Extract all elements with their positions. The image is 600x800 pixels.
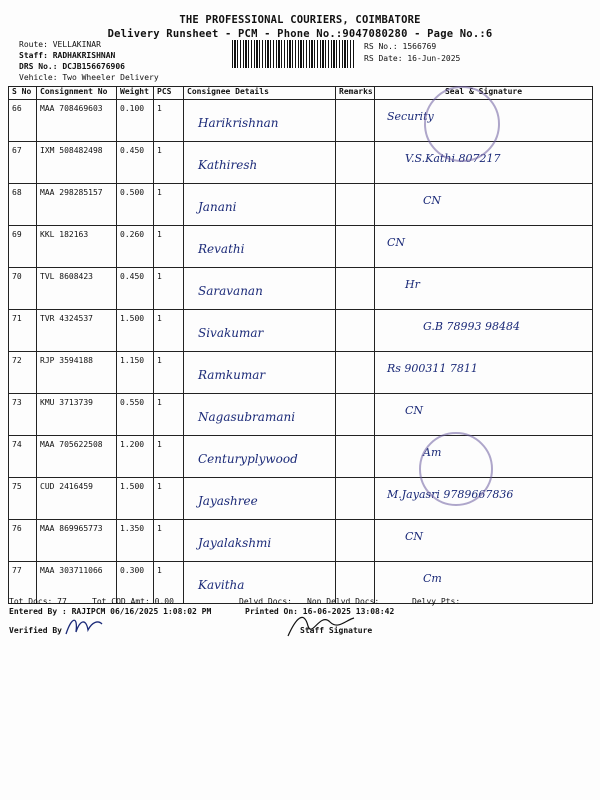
cell-weight-text: 0.260 xyxy=(120,230,145,239)
cell-consignment xyxy=(37,142,117,184)
cell-sno xyxy=(9,184,37,226)
cell-consignment-text: MAA 705622508 xyxy=(40,440,103,449)
company-title: THE PROFESSIONAL COURIERS, COIMBATORE xyxy=(179,14,421,26)
drs-label: DRS No.: DCJB156676906 xyxy=(19,62,125,71)
cell-consignment xyxy=(37,310,117,352)
cell-sno xyxy=(9,394,37,436)
handwritten-signature: CN xyxy=(405,530,424,543)
cell-sno-text: 73 xyxy=(12,398,22,407)
table-row xyxy=(9,142,593,184)
cell-remarks xyxy=(336,478,375,520)
handwritten-signature: CN xyxy=(405,404,424,417)
total-cod: Tot COD Amt: 0.00 xyxy=(92,597,174,606)
cell-weight xyxy=(117,142,154,184)
cell-consignment xyxy=(37,394,117,436)
cell-consignment-text: IXM 508482498 xyxy=(40,146,103,155)
cell-pcs xyxy=(154,184,184,226)
vehicle-label: Vehicle: Two Wheeler Delivery xyxy=(19,73,159,82)
cell-sno-text: 74 xyxy=(12,440,22,449)
cell-pcs xyxy=(154,268,184,310)
handwritten-signature: Am xyxy=(423,446,442,459)
cell-consignment-text: MAA 869965773 xyxy=(40,524,103,533)
seal-stamp xyxy=(424,86,500,162)
cell-weight xyxy=(117,436,154,478)
cell-remarks xyxy=(336,100,375,142)
cell-pcs-text: 1 xyxy=(157,230,162,239)
cell-remarks xyxy=(336,436,375,478)
cell-signature xyxy=(375,268,593,310)
cell-consignment xyxy=(37,352,117,394)
table-row xyxy=(9,268,593,310)
cell-consignment-text: MAA 303711066 xyxy=(40,566,103,575)
cell-weight-text: 0.450 xyxy=(120,146,145,155)
cell-pcs-text: 1 xyxy=(157,188,162,197)
cell-remarks xyxy=(336,352,375,394)
col-remarks: Remarks xyxy=(336,87,375,100)
col-seal-signature: Seal & Signature xyxy=(375,87,593,100)
cell-signature xyxy=(375,394,593,436)
non-delivered-docs: Non Delvd Docs: xyxy=(307,597,380,606)
cell-consignment-text: KKL 182163 xyxy=(40,230,89,239)
handwritten-name: Jayashree xyxy=(198,494,258,508)
cell-sno xyxy=(9,310,37,352)
cell-weight xyxy=(117,394,154,436)
handwritten-name: Revathi xyxy=(198,242,245,256)
handwritten-name: Kathiresh xyxy=(198,158,258,172)
cell-sno-text: 75 xyxy=(12,482,22,491)
cell-remarks xyxy=(336,394,375,436)
cell-consignment-text: RJP 3594188 xyxy=(40,356,93,365)
cell-remarks xyxy=(336,310,375,352)
cell-remarks xyxy=(336,226,375,268)
runsheet-subtitle: Delivery Runsheet - PCM - Phone No.:9047080280 - Page No.:6 xyxy=(107,28,493,40)
cell-weight-text: 1.350 xyxy=(120,524,145,533)
cell-consignment-text: TVR 4324537 xyxy=(40,314,93,323)
handwritten-name: Kavitha xyxy=(198,578,245,592)
handwritten-name: Sivakumar xyxy=(198,326,264,340)
handwritten-signature: M.Jayasri 9789667836 xyxy=(387,488,514,501)
handwritten-signature: V.S.Kathi 807217 xyxy=(405,152,501,165)
cell-consignee xyxy=(184,520,336,562)
cell-pcs-text: 1 xyxy=(157,314,162,323)
cell-signature xyxy=(375,226,593,268)
cell-pcs-text: 1 xyxy=(157,482,162,491)
cell-pcs xyxy=(154,394,184,436)
cell-pcs xyxy=(154,142,184,184)
cell-pcs-text: 1 xyxy=(157,146,162,155)
cell-sno-text: 69 xyxy=(12,230,22,239)
rs-date: RS Date: 16-Jun-2025 xyxy=(364,54,461,63)
table-row xyxy=(9,352,593,394)
staff-label: Staff: RADHAKRISHNAN xyxy=(19,51,116,60)
cell-weight xyxy=(117,226,154,268)
cell-pcs-text: 1 xyxy=(157,566,162,575)
cell-pcs xyxy=(154,226,184,268)
cell-weight xyxy=(117,478,154,520)
seal-stamp xyxy=(419,432,493,506)
cell-signature xyxy=(375,562,593,604)
cell-consignee xyxy=(184,100,336,142)
cell-signature xyxy=(375,520,593,562)
col-consignment: Consignment No xyxy=(37,87,117,100)
cell-pcs-text: 1 xyxy=(157,440,162,449)
cell-sno xyxy=(9,226,37,268)
cell-sno xyxy=(9,352,37,394)
cell-pcs xyxy=(154,520,184,562)
cell-consignment xyxy=(37,184,117,226)
cell-pcs-text: 1 xyxy=(157,272,162,281)
table-row xyxy=(9,478,593,520)
handwritten-signature: Hr xyxy=(405,278,420,291)
cell-consignee xyxy=(184,268,336,310)
cell-sno xyxy=(9,268,37,310)
handwritten-signature: CN xyxy=(423,194,442,207)
cell-sno-text: 67 xyxy=(12,146,22,155)
cell-weight xyxy=(117,184,154,226)
handwritten-name: Centuryplywood xyxy=(198,452,298,466)
cell-weight-text: 1.150 xyxy=(120,356,145,365)
handwritten-name: Nagasubramani xyxy=(198,410,296,424)
cell-sno-text: 66 xyxy=(12,104,22,113)
handwritten-name: Jayalakshmi xyxy=(198,536,272,550)
cell-consignee xyxy=(184,394,336,436)
cell-weight xyxy=(117,520,154,562)
cell-sno-text: 77 xyxy=(12,566,22,575)
cell-consignment-text: MAA 708469603 xyxy=(40,104,103,113)
table-header-row xyxy=(9,87,593,100)
cell-signature xyxy=(375,310,593,352)
cell-consignee xyxy=(184,436,336,478)
cell-consignment-text: CUD 2416459 xyxy=(40,482,93,491)
cell-weight xyxy=(117,352,154,394)
cell-weight xyxy=(117,100,154,142)
cell-consignee xyxy=(184,184,336,226)
table-row xyxy=(9,226,593,268)
cell-pcs-text: 1 xyxy=(157,104,162,113)
cell-signature xyxy=(375,184,593,226)
handwritten-name: Janani xyxy=(198,200,237,214)
cell-pcs xyxy=(154,436,184,478)
cell-consignment xyxy=(37,226,117,268)
col-consignee: Consignee Details xyxy=(184,87,336,100)
printed-on: Printed On: 16-06-2025 13:08:42 xyxy=(245,607,395,616)
cell-sno xyxy=(9,142,37,184)
cell-weight-text: 0.450 xyxy=(120,272,145,281)
handwritten-name: Harikrishnan xyxy=(198,116,279,130)
handwritten-signature: Cm xyxy=(423,572,442,585)
staff-signature xyxy=(286,608,356,642)
cell-signature xyxy=(375,352,593,394)
cell-consignment xyxy=(37,436,117,478)
cell-pcs xyxy=(154,310,184,352)
cell-sno xyxy=(9,520,37,562)
cell-remarks xyxy=(336,184,375,226)
cell-pcs-text: 1 xyxy=(157,356,162,365)
cell-weight xyxy=(117,310,154,352)
cell-weight-text: 1.500 xyxy=(120,314,145,323)
cell-consignment xyxy=(37,268,117,310)
cell-sno-text: 70 xyxy=(12,272,22,281)
table-row xyxy=(9,394,593,436)
handwritten-signature: Security xyxy=(387,110,434,123)
cell-weight-text: 1.200 xyxy=(120,440,145,449)
cell-sno-text: 68 xyxy=(12,188,22,197)
table-row xyxy=(9,436,593,478)
handwritten-signature: G.B 78993 98484 xyxy=(423,320,520,333)
cell-weight-text: 0.100 xyxy=(120,104,145,113)
table-row xyxy=(9,100,593,142)
barcode xyxy=(232,40,354,68)
cell-remarks xyxy=(336,268,375,310)
delivered-docs: Delvd Docs: xyxy=(239,597,292,606)
col-sno: S No xyxy=(9,87,37,100)
cell-consignment xyxy=(37,100,117,142)
cell-weight-text: 0.500 xyxy=(120,188,145,197)
cell-consignment xyxy=(37,520,117,562)
total-docs: Tot Docs: 77 xyxy=(9,597,67,606)
cell-consignment-text: TVL 8608423 xyxy=(40,272,93,281)
cell-sno-text: 72 xyxy=(12,356,22,365)
cell-sno-text: 71 xyxy=(12,314,22,323)
cell-sno-text: 76 xyxy=(12,524,22,533)
delivery-points: Delvy Pts: xyxy=(412,597,461,606)
entered-by: Entered By : RAJIPCM 06/16/2025 1:08:02 PM xyxy=(9,607,212,616)
cell-sno xyxy=(9,100,37,142)
staff-signature-label: Staff Signature xyxy=(300,626,373,635)
cell-pcs xyxy=(154,100,184,142)
cell-pcs-text: 1 xyxy=(157,524,162,533)
cell-consignee xyxy=(184,226,336,268)
cell-pcs xyxy=(154,352,184,394)
verified-by-label: Verified By xyxy=(9,626,62,635)
handwritten-name: Saravanan xyxy=(198,284,263,298)
cell-sno xyxy=(9,436,37,478)
col-pcs: PCS xyxy=(154,87,184,100)
cell-weight-text: 0.300 xyxy=(120,566,145,575)
cell-weight-text: 1.500 xyxy=(120,482,145,491)
cell-consignment-text: KMU 3713739 xyxy=(40,398,93,407)
cell-consignment-text: MAA 298285157 xyxy=(40,188,103,197)
runsheet-table xyxy=(8,86,593,604)
cell-sno xyxy=(9,478,37,520)
table-row xyxy=(9,310,593,352)
cell-weight xyxy=(117,268,154,310)
cell-remarks xyxy=(336,142,375,184)
cell-pcs-text: 1 xyxy=(157,398,162,407)
rs-number: RS No.: 1566769 xyxy=(364,42,437,51)
route-label: Route: VELLAKINAR xyxy=(19,40,101,49)
cell-consignment xyxy=(37,478,117,520)
handwritten-name: Ramkumar xyxy=(198,368,266,382)
table-row xyxy=(9,520,593,562)
handwritten-signature: CN xyxy=(387,236,406,249)
col-weight: Weight xyxy=(117,87,154,100)
cell-consignee xyxy=(184,352,336,394)
verified-signature xyxy=(64,612,104,640)
cell-consignee xyxy=(184,478,336,520)
handwritten-signature: Rs 900311 7811 xyxy=(387,362,478,375)
cell-remarks xyxy=(336,520,375,562)
table-row xyxy=(9,184,593,226)
cell-pcs xyxy=(154,478,184,520)
cell-consignee xyxy=(184,310,336,352)
cell-weight-text: 0.550 xyxy=(120,398,145,407)
cell-consignee xyxy=(184,142,336,184)
